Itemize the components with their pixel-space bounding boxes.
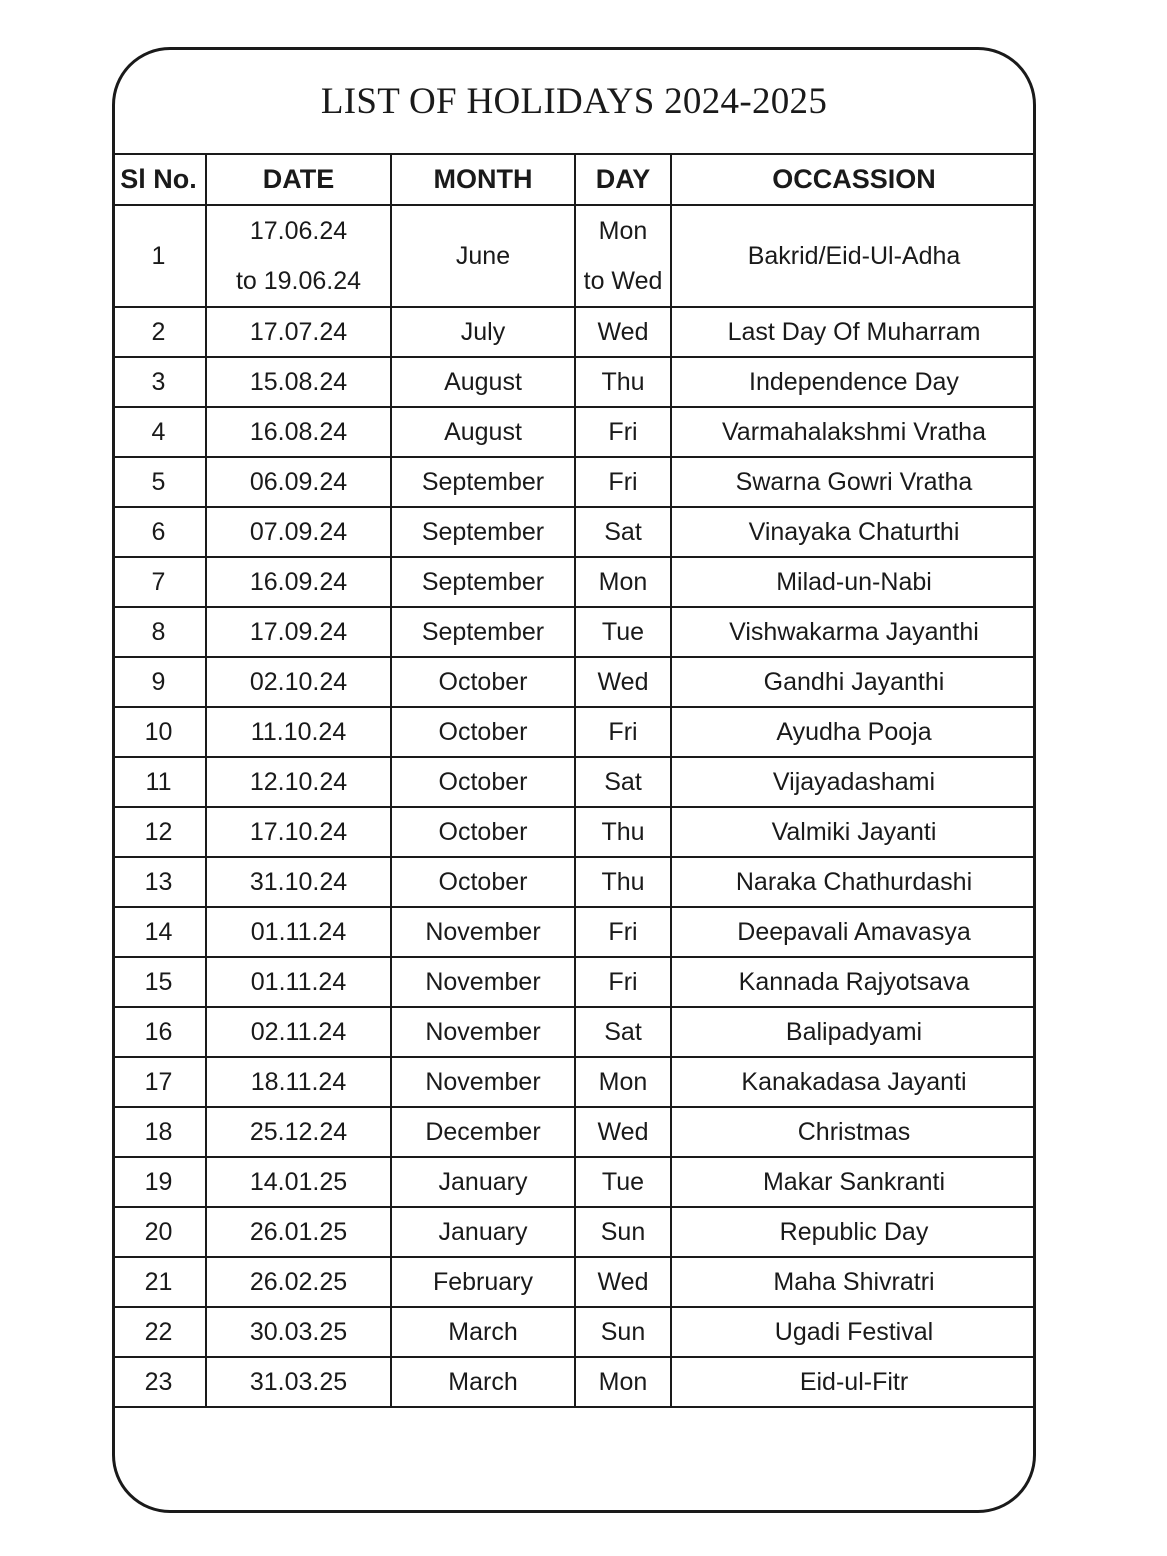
cell-date: 02.11.24 bbox=[206, 1007, 391, 1057]
cell-month: February bbox=[391, 1257, 575, 1307]
header-day: DAY bbox=[575, 154, 671, 205]
cell-day: Wed bbox=[575, 307, 671, 357]
cell-sl-no: 11 bbox=[112, 757, 206, 807]
cell-day: Sun bbox=[575, 1307, 671, 1357]
cell-sl-no: 3 bbox=[112, 357, 206, 407]
table-row bbox=[112, 957, 1036, 1007]
cell-day: Mon bbox=[575, 1357, 671, 1407]
cell-date: 16.08.24 bbox=[206, 407, 391, 457]
cell-sl-no: 7 bbox=[112, 557, 206, 607]
table-row bbox=[112, 457, 1036, 507]
cell-date bbox=[206, 205, 391, 307]
cell-sl-no: 19 bbox=[112, 1157, 206, 1207]
cell-day: Wed bbox=[575, 1257, 671, 1307]
cell-occasion: Independence Day bbox=[671, 357, 1036, 407]
cell-date-end: to 19.06.24 bbox=[235, 267, 362, 295]
cell-sl-no: 6 bbox=[112, 507, 206, 557]
cell-date: 15.08.24 bbox=[206, 357, 391, 407]
cell-occasion: Swarna Gowri Vratha bbox=[671, 457, 1036, 507]
table-row bbox=[112, 707, 1036, 757]
cell-date-start: 17.06.24 bbox=[249, 217, 348, 245]
cell-month: March bbox=[391, 1357, 575, 1407]
cell-date: 17.10.24 bbox=[206, 807, 391, 857]
cell-month: October bbox=[391, 757, 575, 807]
cell-month: September bbox=[391, 507, 575, 557]
cell-sl-no: 18 bbox=[112, 1107, 206, 1157]
cell-day: Sun bbox=[575, 1207, 671, 1257]
cell-month: December bbox=[391, 1107, 575, 1157]
cell-occasion: Balipadyami bbox=[671, 1007, 1036, 1057]
cell-month: January bbox=[391, 1157, 575, 1207]
cell-month: October bbox=[391, 807, 575, 857]
cell-month: October bbox=[391, 657, 575, 707]
cell-occasion: Gandhi Jayanthi bbox=[671, 657, 1036, 707]
table-row bbox=[112, 507, 1036, 557]
cell-date: 25.12.24 bbox=[206, 1107, 391, 1157]
cell-date: 01.11.24 bbox=[206, 907, 391, 957]
cell-day: Mon bbox=[575, 557, 671, 607]
cell-occasion: Vishwakarma Jayanthi bbox=[671, 607, 1036, 657]
cell-sl-no: 17 bbox=[112, 1057, 206, 1107]
table-row bbox=[112, 557, 1036, 607]
cell-date: 16.09.24 bbox=[206, 557, 391, 607]
cell-sl-no: 5 bbox=[112, 457, 206, 507]
cell-occasion: Makar Sankranti bbox=[671, 1157, 1036, 1207]
cell-day: Thu bbox=[575, 857, 671, 907]
cell-month: January bbox=[391, 1207, 575, 1257]
cell-sl-no: 13 bbox=[112, 857, 206, 907]
cell-month: November bbox=[391, 1007, 575, 1057]
cell-day: Sat bbox=[575, 757, 671, 807]
cell-sl-no: 20 bbox=[112, 1207, 206, 1257]
cell-month: November bbox=[391, 957, 575, 1007]
cell-date: 02.10.24 bbox=[206, 657, 391, 707]
table-row bbox=[112, 1307, 1036, 1357]
cell-day: Tue bbox=[575, 1157, 671, 1207]
cell-month: August bbox=[391, 357, 575, 407]
table-row bbox=[112, 757, 1036, 807]
cell-occasion: Ugadi Festival bbox=[671, 1307, 1036, 1357]
cell-occasion: Valmiki Jayanti bbox=[671, 807, 1036, 857]
table-header-row bbox=[112, 154, 1036, 205]
cell-date: 31.03.25 bbox=[206, 1357, 391, 1407]
cell-date: 06.09.24 bbox=[206, 457, 391, 507]
cell-date: 30.03.25 bbox=[206, 1307, 391, 1357]
cell-day: Tue bbox=[575, 607, 671, 657]
table-row bbox=[112, 357, 1036, 407]
cell-day bbox=[575, 205, 671, 307]
table-row bbox=[112, 857, 1036, 907]
cell-occasion: Kannada Rajyotsava bbox=[671, 957, 1036, 1007]
cell-date: 18.11.24 bbox=[206, 1057, 391, 1107]
cell-occasion: Maha Shivratri bbox=[671, 1257, 1036, 1307]
cell-sl-no: 4 bbox=[112, 407, 206, 457]
cell-sl-no: 12 bbox=[112, 807, 206, 857]
cell-sl-no: 10 bbox=[112, 707, 206, 757]
cell-day: Sat bbox=[575, 507, 671, 557]
cell-date: 01.11.24 bbox=[206, 957, 391, 1007]
cell-occasion: Varmahalakshmi Vratha bbox=[671, 407, 1036, 457]
cell-month: October bbox=[391, 857, 575, 907]
table-row bbox=[112, 1357, 1036, 1407]
cell-occasion: Kanakadasa Jayanti bbox=[671, 1057, 1036, 1107]
cell-day: Thu bbox=[575, 357, 671, 407]
cell-date: 17.07.24 bbox=[206, 307, 391, 357]
cell-sl-no: 21 bbox=[112, 1257, 206, 1307]
cell-date: 12.10.24 bbox=[206, 757, 391, 807]
table-row bbox=[112, 1007, 1036, 1057]
cell-month: September bbox=[391, 607, 575, 657]
header-date: DATE bbox=[206, 154, 391, 205]
cell-month: July bbox=[391, 307, 575, 357]
cell-sl-no: 2 bbox=[112, 307, 206, 357]
table-row bbox=[112, 1057, 1036, 1107]
cell-sl-no: 9 bbox=[112, 657, 206, 707]
cell-sl-no: 1 bbox=[112, 205, 206, 307]
cell-month: October bbox=[391, 707, 575, 757]
cell-sl-no: 8 bbox=[112, 607, 206, 657]
cell-occasion: Eid-ul-Fitr bbox=[671, 1357, 1036, 1407]
cell-month: March bbox=[391, 1307, 575, 1357]
cell-day: Mon bbox=[575, 1057, 671, 1107]
table-row bbox=[112, 907, 1036, 957]
cell-occasion: Bakrid/Eid-Ul-Adha bbox=[671, 205, 1036, 307]
table-row bbox=[112, 607, 1036, 657]
table-row bbox=[112, 205, 1036, 307]
cell-month: November bbox=[391, 1057, 575, 1107]
cell-month: September bbox=[391, 557, 575, 607]
cell-sl-no: 22 bbox=[112, 1307, 206, 1357]
cell-occasion: Republic Day bbox=[671, 1207, 1036, 1257]
cell-occasion: Vinayaka Chaturthi bbox=[671, 507, 1036, 557]
holiday-card bbox=[112, 47, 1036, 1513]
cell-day: Thu bbox=[575, 807, 671, 857]
cell-occasion: Naraka Chathurdashi bbox=[671, 857, 1036, 907]
cell-day-start: Mon bbox=[598, 217, 648, 245]
cell-occasion: Milad-un-Nabi bbox=[671, 557, 1036, 607]
header-sl-no: Sl No. bbox=[112, 154, 206, 205]
cell-occasion: Christmas bbox=[671, 1107, 1036, 1157]
header-occasion: OCCASSION bbox=[671, 154, 1036, 205]
cell-date: 17.09.24 bbox=[206, 607, 391, 657]
cell-day: Fri bbox=[575, 957, 671, 1007]
table-row bbox=[112, 1207, 1036, 1257]
cell-sl-no: 16 bbox=[112, 1007, 206, 1057]
cell-date: 31.10.24 bbox=[206, 857, 391, 907]
cell-date: 11.10.24 bbox=[206, 707, 391, 757]
cell-month: June bbox=[391, 205, 575, 307]
cell-month: August bbox=[391, 407, 575, 457]
cell-day: Fri bbox=[575, 407, 671, 457]
header-month: MONTH bbox=[391, 154, 575, 205]
cell-sl-no: 14 bbox=[112, 907, 206, 957]
cell-day-end: to Wed bbox=[583, 267, 663, 295]
cell-sl-no: 15 bbox=[112, 957, 206, 1007]
cell-date: 26.01.25 bbox=[206, 1207, 391, 1257]
cell-date: 26.02.25 bbox=[206, 1257, 391, 1307]
cell-sl-no: 23 bbox=[112, 1357, 206, 1407]
cell-day: Fri bbox=[575, 907, 671, 957]
table-row bbox=[112, 1107, 1036, 1157]
holiday-table bbox=[112, 153, 1036, 1408]
table-row bbox=[112, 407, 1036, 457]
cell-day: Fri bbox=[575, 457, 671, 507]
cell-day: Sat bbox=[575, 1007, 671, 1057]
table-row bbox=[112, 307, 1036, 357]
cell-occasion: Ayudha Pooja bbox=[671, 707, 1036, 757]
table-row bbox=[112, 1257, 1036, 1307]
cell-date: 14.01.25 bbox=[206, 1157, 391, 1207]
table-row bbox=[112, 657, 1036, 707]
cell-occasion: Vijayadashami bbox=[671, 757, 1036, 807]
table-row bbox=[112, 807, 1036, 857]
cell-occasion: Last Day Of Muharram bbox=[671, 307, 1036, 357]
cell-month: November bbox=[391, 907, 575, 957]
table-row bbox=[112, 1157, 1036, 1207]
page-title: LIST OF HOLIDAYS 2024-2025 bbox=[320, 81, 828, 122]
cell-month: September bbox=[391, 457, 575, 507]
cell-occasion: Deepavali Amavasya bbox=[671, 907, 1036, 957]
cell-date: 07.09.24 bbox=[206, 507, 391, 557]
cell-day: Fri bbox=[575, 707, 671, 757]
cell-day: Wed bbox=[575, 1107, 671, 1157]
cell-day: Wed bbox=[575, 657, 671, 707]
